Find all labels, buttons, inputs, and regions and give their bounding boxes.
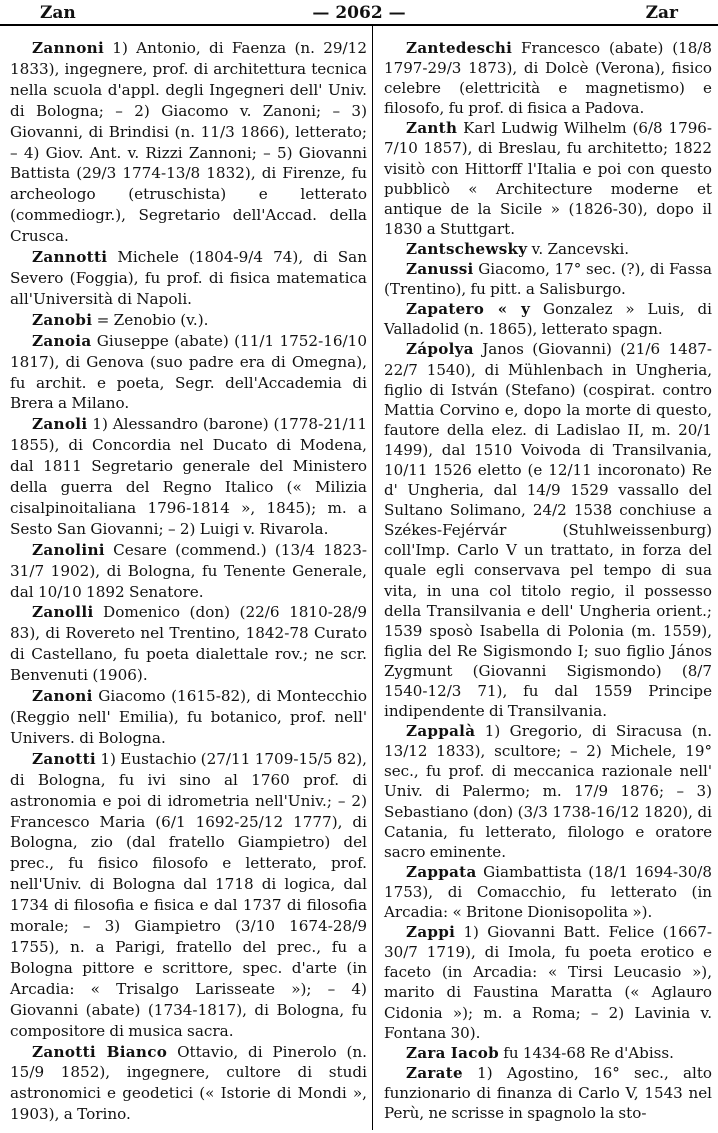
entry-text: Gonzalez » Luis, di Valladolid (n. 1865), letterato spagn. [384, 300, 712, 339]
dictionary-entry [10, 686, 367, 749]
entry-headword: Zanoli [32, 415, 88, 434]
dictionary-entry [384, 1043, 712, 1063]
entry-headword: Zara Iacob [406, 1043, 499, 1062]
dictionary-entry [384, 721, 712, 862]
entry-text: Giambattista (18/1 1694-30/8 1753), di Comacchio, fu letterato (in Arcadia: « Britone Dionisopolita »). [384, 862, 712, 922]
entry-headword: Zanth [406, 119, 458, 138]
entry-text: = Zenobio (v.). [92, 310, 209, 329]
entry-text: Ottavio, di Pinerolo (n. 15/9 1852), ingegnere, cultore di studi astronomici e geodetici (« Istorie di Mondi », 1903), a Torino. [10, 1042, 367, 1124]
entry-text: 1) Alessandro (barone) (1778-21/11 1855), di Concordia nel Ducato di Modena, dal 1811 Segretario generale del Ministero della guerra del Regno Italico (« Milizia cisalpinoitaliana 1796-1814 », 1845); m. a Sesto San Giovanni; – 2) Luigi v. Rivarola. [10, 415, 367, 538]
dictionary-entry [10, 749, 367, 1042]
entry-text: Francesco (abate) (18/8 1797-29/3 1873), di Dolcè (Verona), fisico celebre (elettricità e magnetismo) e filosofo, fu prof. di fisica a Padova. [384, 39, 712, 118]
entry-headword: Zápolya [406, 340, 474, 359]
entry-text: 1) Agostino, 16° sec., alto funzionario di finanza di Carlo V, 1543 nel Perù, ne scrisse in spagnolo la sto- [384, 1063, 712, 1122]
header-right-guide-word: Zar [645, 3, 678, 23]
entry-text: Giacomo, 17° sec. (?), di Fassa (Trentino), fu pitt. a Salisburgo. [384, 260, 712, 299]
dictionary-entry [384, 38, 712, 118]
entry-text: Michele (1804-9/4 74), di San Severo (Foggia), fu prof. di fisica matematica all'Università di Napoli. [10, 248, 367, 308]
dictionary-entry [384, 118, 712, 239]
entry-headword: Zappata [406, 862, 477, 881]
entry-headword: Zanoni [32, 687, 93, 706]
entry-text: Domenico (don) (22/6 1810-28/9 83), di Rovereto nel Trentino, 1842-78 Curato di Castellano, fu poeta dialettale rov.; ne scr. Benvenuti (1906). [10, 603, 367, 685]
entry-headword: Zanotti Bianco [32, 1042, 168, 1061]
entry-headword: Zapatero « y [406, 300, 531, 319]
dictionary-entry [384, 339, 712, 721]
dictionary-entry [10, 414, 367, 539]
entry-text: Giacomo (1615-82), di Montecchio (Reggio nell' Emilia), fu botanico, prof. nell' Univers. di Bologna. [10, 687, 367, 747]
entry-headword: Zanussi [406, 260, 474, 279]
header-left-guide-word: Zan [40, 3, 76, 23]
dictionary-entry [10, 247, 367, 310]
entry-headword: Zantschewsky [406, 239, 528, 258]
entry-headword: Zarate [406, 1063, 463, 1082]
left-column [10, 38, 367, 1125]
dictionary-entry [384, 259, 712, 299]
dictionary-entry [384, 862, 712, 922]
page-header [0, 0, 718, 26]
entry-headword: Zanotti [32, 749, 96, 768]
entry-text: Cesare (commend.) (13/4 1823-31/7 1902), di Bologna, fu Tenente Generale, dal 10/10 1892 Senatore. [10, 540, 367, 601]
entry-text: 1) Gregorio, di Siracusa (n. 13/12 1833), scultore; – 2) Michele, 19° sec., fu prof. di meccanica razionale nell' Univ. di Palermo; m. 17/9 1876; – 3) Sebastiano (don) (3/3 1738-16/12 1820), di Catania, fu letterato, filologo e oratore sacro eminente. [384, 722, 712, 861]
entry-headword: Zanoia [32, 331, 92, 350]
dictionary-entry [384, 299, 712, 339]
entry-headword: Zantedeschi [406, 39, 513, 57]
dictionary-entry [384, 239, 712, 259]
dictionary-entry [10, 602, 367, 686]
entry-text: Karl Ludwig Wilhelm (6/8 1796-7/10 1857), di Breslau, fu architetto; 1822 visitò con Hittorff l'Italia e poi con questo pubblicò « Architecture moderne et antique de la Sicile » (1826-30), dopo il 1830 a Stuttgart. [384, 119, 712, 238]
entry-headword: Zappi [406, 923, 456, 942]
entry-text: fu 1434-68 Re d'Abiss. [498, 1043, 674, 1062]
entry-headword: Zanobi [32, 310, 93, 329]
dictionary-entry [384, 1063, 712, 1123]
entry-text: 1) Antonio, di Faenza (n. 29/12 1833), ingegnere, prof. di architettura tecnica nella scuola d'appl. degli Ingegneri dell' Univ. di Bologna; – 2) Giacomo v. Zanoni; – 3) Giovanni, di Brindisi (n. 11/3 1866), letterato; – 4) Giov. Ant. v. Rizzi Zannoni; – 5) Giovanni Battista (29/3 1774-13/8 1832), di Firenze, fu archeologo (etruschista) e letterato (commediogr.), Segretario dell'Accad. della Crusca. [10, 39, 367, 246]
dictionary-entry [10, 540, 367, 603]
entry-text: Janos (Giovanni) (21/6 1487-22/7 1540), di Mühlenbach in Ungheria, figlio di István (Stefano) (cospirat. contro Mattia Corvino e, dopo la morte di questo, fautore della elez. di Ladislao II, m. 20/1 1499), dal 1510 Voivoda di Transilvania, 10/11 1526 eletto (e 12/11 incoronato) Re d' Ungheria, dal 14/9 1529 vassallo del Sultano Solimano, 24/2 1538 conchiuse a Székes-Fejérvár (Stuhlweissenburg) coll'Imp. Carlo V un trattato, in forza del quale egli conservava pel tempo di sua vita, in una col titolo regio, il possesso della Transilvania e dell' Ungheria orient.; 1539 sposò Isabella di Polonia (m. 1559), figlia del Re Sigismondo I; suo figlio János Zygmunt (Giovanni Sigismondo) (8/7 1540-12/3 71), fu dal 1559 Principe indipendente di Transilvania. [384, 340, 712, 721]
page-number: — 2062 — [312, 3, 406, 23]
entry-headword: Zannoni [32, 39, 105, 57]
header-rule [0, 24, 718, 26]
entry-headword: Zanolini [32, 540, 105, 559]
dictionary-entry [10, 310, 367, 331]
dictionary-entry [384, 922, 712, 1043]
entry-text: Giuseppe (abate) (11/1 1752-16/10 1817), di Genova (suo padre era di Omegna), fu archit. e poeta, Segr. dell'Accademia di Brera a Milano. [10, 331, 367, 413]
dictionary-entry [10, 1042, 367, 1126]
column-divider [372, 26, 373, 1130]
entry-headword: Zannotti [32, 248, 108, 267]
entry-text: v. Zancevski. [527, 239, 630, 258]
entry-headword: Zappalà [406, 722, 476, 741]
right-column [384, 38, 712, 1123]
dictionary-entry [10, 38, 367, 247]
entry-text: 1) Giovanni Batt. Felice (1667-30/7 1719), di Imola, fu poeta erotico e faceto (in Arcadia: « Tirsi Leucasio »), marito di Faustina Maratta (« Aglauro Cidonia »); m. a Roma; – 2) Lavinia v. Fontana 30). [384, 923, 712, 1042]
entry-headword: Zanolli [32, 603, 94, 622]
entry-text: 1) Eustachio (27/11 1709-15/5 82), di Bologna, fu ivi sino al 1760 prof. di astronomia e poi di idrometria nell'Univ.; – 2) Francesco Maria (6/1 1692-25/12 1777), di Bologna, zio (dal fratello Giampietro) del prec., fu fisico filosofo e letterato, prof. nell'Univ. di Bologna dal 1718 di logica, dal 1734 di filosofia e fisica e dal 1737 di filosofia morale; – 3) Giampietro (3/10 1674-28/9 1755), n. a Parigi, fratello del prec., fu a Bologna pittore e scrittore, spec. d'arte (in Arcadia: « Trisalgo Larisseate »); – 4) Giovanni (abate) (1734-1817), di Bologna, fu compositore di musica sacra. [10, 749, 367, 1040]
dictionary-entry [10, 331, 367, 415]
